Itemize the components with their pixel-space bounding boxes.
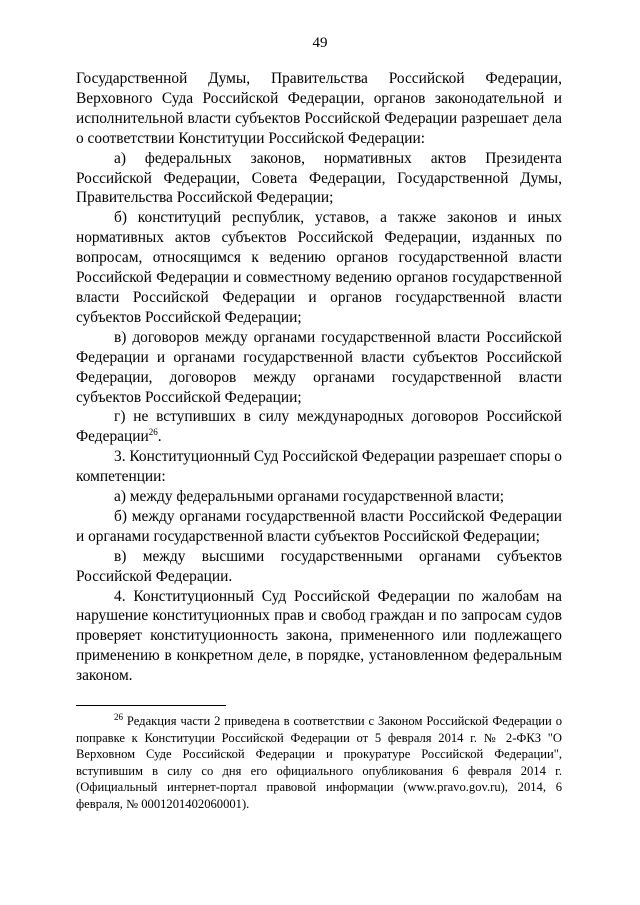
paragraph-item-g-international-treaties [76,407,562,447]
paragraph-section-3-item-b: б) между органами государственной власти Российской Федерации и органами государственной власти субъектов Российской Федерации; [76,507,562,545]
footnote-divider [76,705,226,706]
paragraph-continuation: Государственной Думы, Правительства Российской Федерации, Верховного Суда Российской Федерации, органов законодательной и исполнительной власти субъектов Российской Федерации разрешает дела о соответствии Конституции Российской Федерации: [76,70,562,147]
footnote-marker: 26 [114,711,123,722]
footnote [76,713,562,812]
paragraph-item-g-tail: . [157,428,162,446]
paragraph-item-g-text: г) не вступивших в силу международных договоров Российской Федерации [76,408,562,446]
page-number: 49 [312,35,328,51]
document-body [76,69,562,686]
footnote-reference[interactable]: 26 [148,427,158,438]
paragraph-section-4: 4. Конституционный Суд Российской Федерации по жалобам на нарушение конституционных прав и свобод граждан и по запросам судов проверяет конституционность закона, примененного или подлежащего применению в конкретном деле, в порядке, установленном федеральным законом. [76,587,562,685]
footnote-text: Редакция части 2 приведена в соответствии с Законом Российской Федерации о поправке к Конституции Российской Федерации от 5 февраля 2014 г. № 2-ФКЗ "О Верховном Суде Российской Федерации и прокуратуре Российской Федерации", вступившим в силу со дня его официального опубликования 6 февраля 2014 г. (Официальный интернет-портал правовой информации (www.pravo.gov.ru), 2014, 6 февраля, № 0001201402060001). [76,714,562,811]
paragraph-section-3-item-v: в) между высшими государственными органами субъектов Российской Федерации. [76,547,562,585]
paragraph-item-b-constitutions: б) конституций республик, уставов, а также законов и иных нормативных актов субъектов Российской Федерации, изданных по вопросам, относящимся к ведению органов государственной власти Российской Федерации и совместному ведению органов государственной власти Российской Федерации и органов государственной власти субъектов Российской Федерации; [76,209,562,326]
paragraph-item-a-federal-laws: а) федеральных законов, нормативных актов Президента Российской Федерации, Совета Федерации, Государственной Думы, Правительства Российской Федерации; [76,149,562,207]
paragraph-section-3: 3. Конституционный Суд Российской Федерации разрешает споры о компетенции: [76,448,562,486]
paragraph-section-3-item-a: а) между федеральными органами государственной власти; [114,488,505,506]
paragraph-item-v-treaties: в) договоров между органами государственной власти Российской Федерации и органами государственной власти субъектов Российской Федерации, договоров между органами государственной власти субъектов Российской Федерации; [76,328,562,406]
